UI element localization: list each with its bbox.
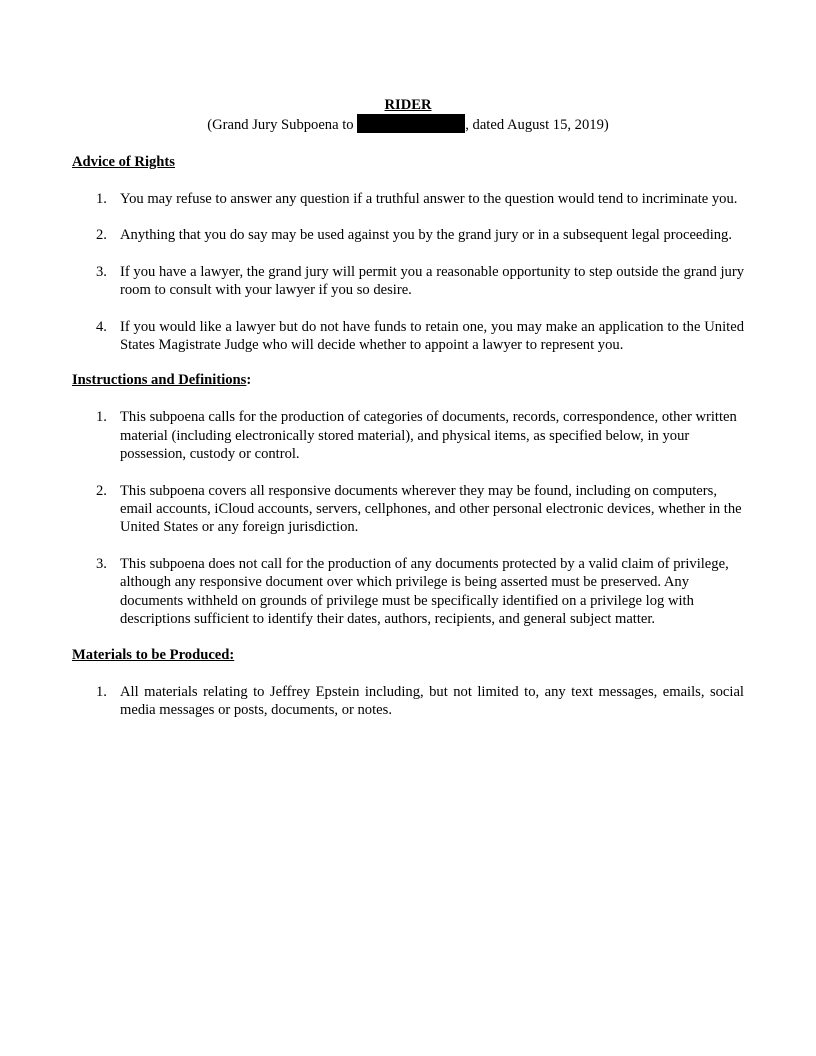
- list-item: 1. This subpoena calls for the production of categories of documents, records, correspondence, other written material (including electronically stored material), and physical items, as specified below, in your possession, custody or control.: [96, 409, 737, 463]
- redaction-block: [357, 114, 465, 133]
- instructions-heading: Instructions and Definitions:: [72, 372, 252, 389]
- list-item: 3. If you have a lawyer, the grand jury will permit you a reasonable opportunity to step outside the grand jury room to consult with your lawyer if you so desire.: [96, 263, 744, 299]
- advice-heading: Advice of Rights: [72, 154, 175, 170]
- list-item: 4. If you would like a lawyer but do not have funds to retain one, you may make an application to the United States Magistrate Judge who will decide whether to appoint a lawyer to represent you.: [96, 318, 744, 354]
- subtitle-suffix: , dated August 15, 2019): [465, 117, 609, 133]
- instructions-list: [72, 408, 744, 628]
- advice-list: [72, 190, 744, 354]
- list-item: 1. You may refuse to answer any question if a truthful answer to the question would tend to incriminate you.: [96, 191, 738, 207]
- subtitle-prefix: (Grand Jury Subpoena to: [207, 117, 358, 133]
- document-subtitle: [72, 114, 744, 134]
- document-title: RIDER: [384, 97, 432, 113]
- list-item: 3. This subpoena does not call for the production of any documents protected by a valid claim of privilege, although any responsive document over which privilege is being asserted must be preserved. Any documents withheld on grounds of privilege must be specifically identified on a privilege log with descriptions sufficient to identify their dates, authors, recipients, and general subject matter.: [96, 555, 729, 628]
- list-item: 2. This subpoena covers all responsive documents wherever they may be found, including on computers, email accounts, iCloud accounts, servers, cellphones, and other personal electronic devices, whether in the United States or any foreign jurisdiction.: [96, 482, 742, 536]
- list-item: 2. Anything that you do say may be used against you by the grand jury or in a subsequent legal proceeding.: [96, 227, 732, 244]
- materials-list: [72, 683, 744, 720]
- materials-heading: Materials to be Produced:: [72, 646, 235, 663]
- list-item: 1. All materials relating to Jeffrey Epstein including, but not limited to, any text messages, emails, social media messages or posts, documents, or notes.: [96, 683, 744, 718]
- document-page: [72, 96, 744, 719]
